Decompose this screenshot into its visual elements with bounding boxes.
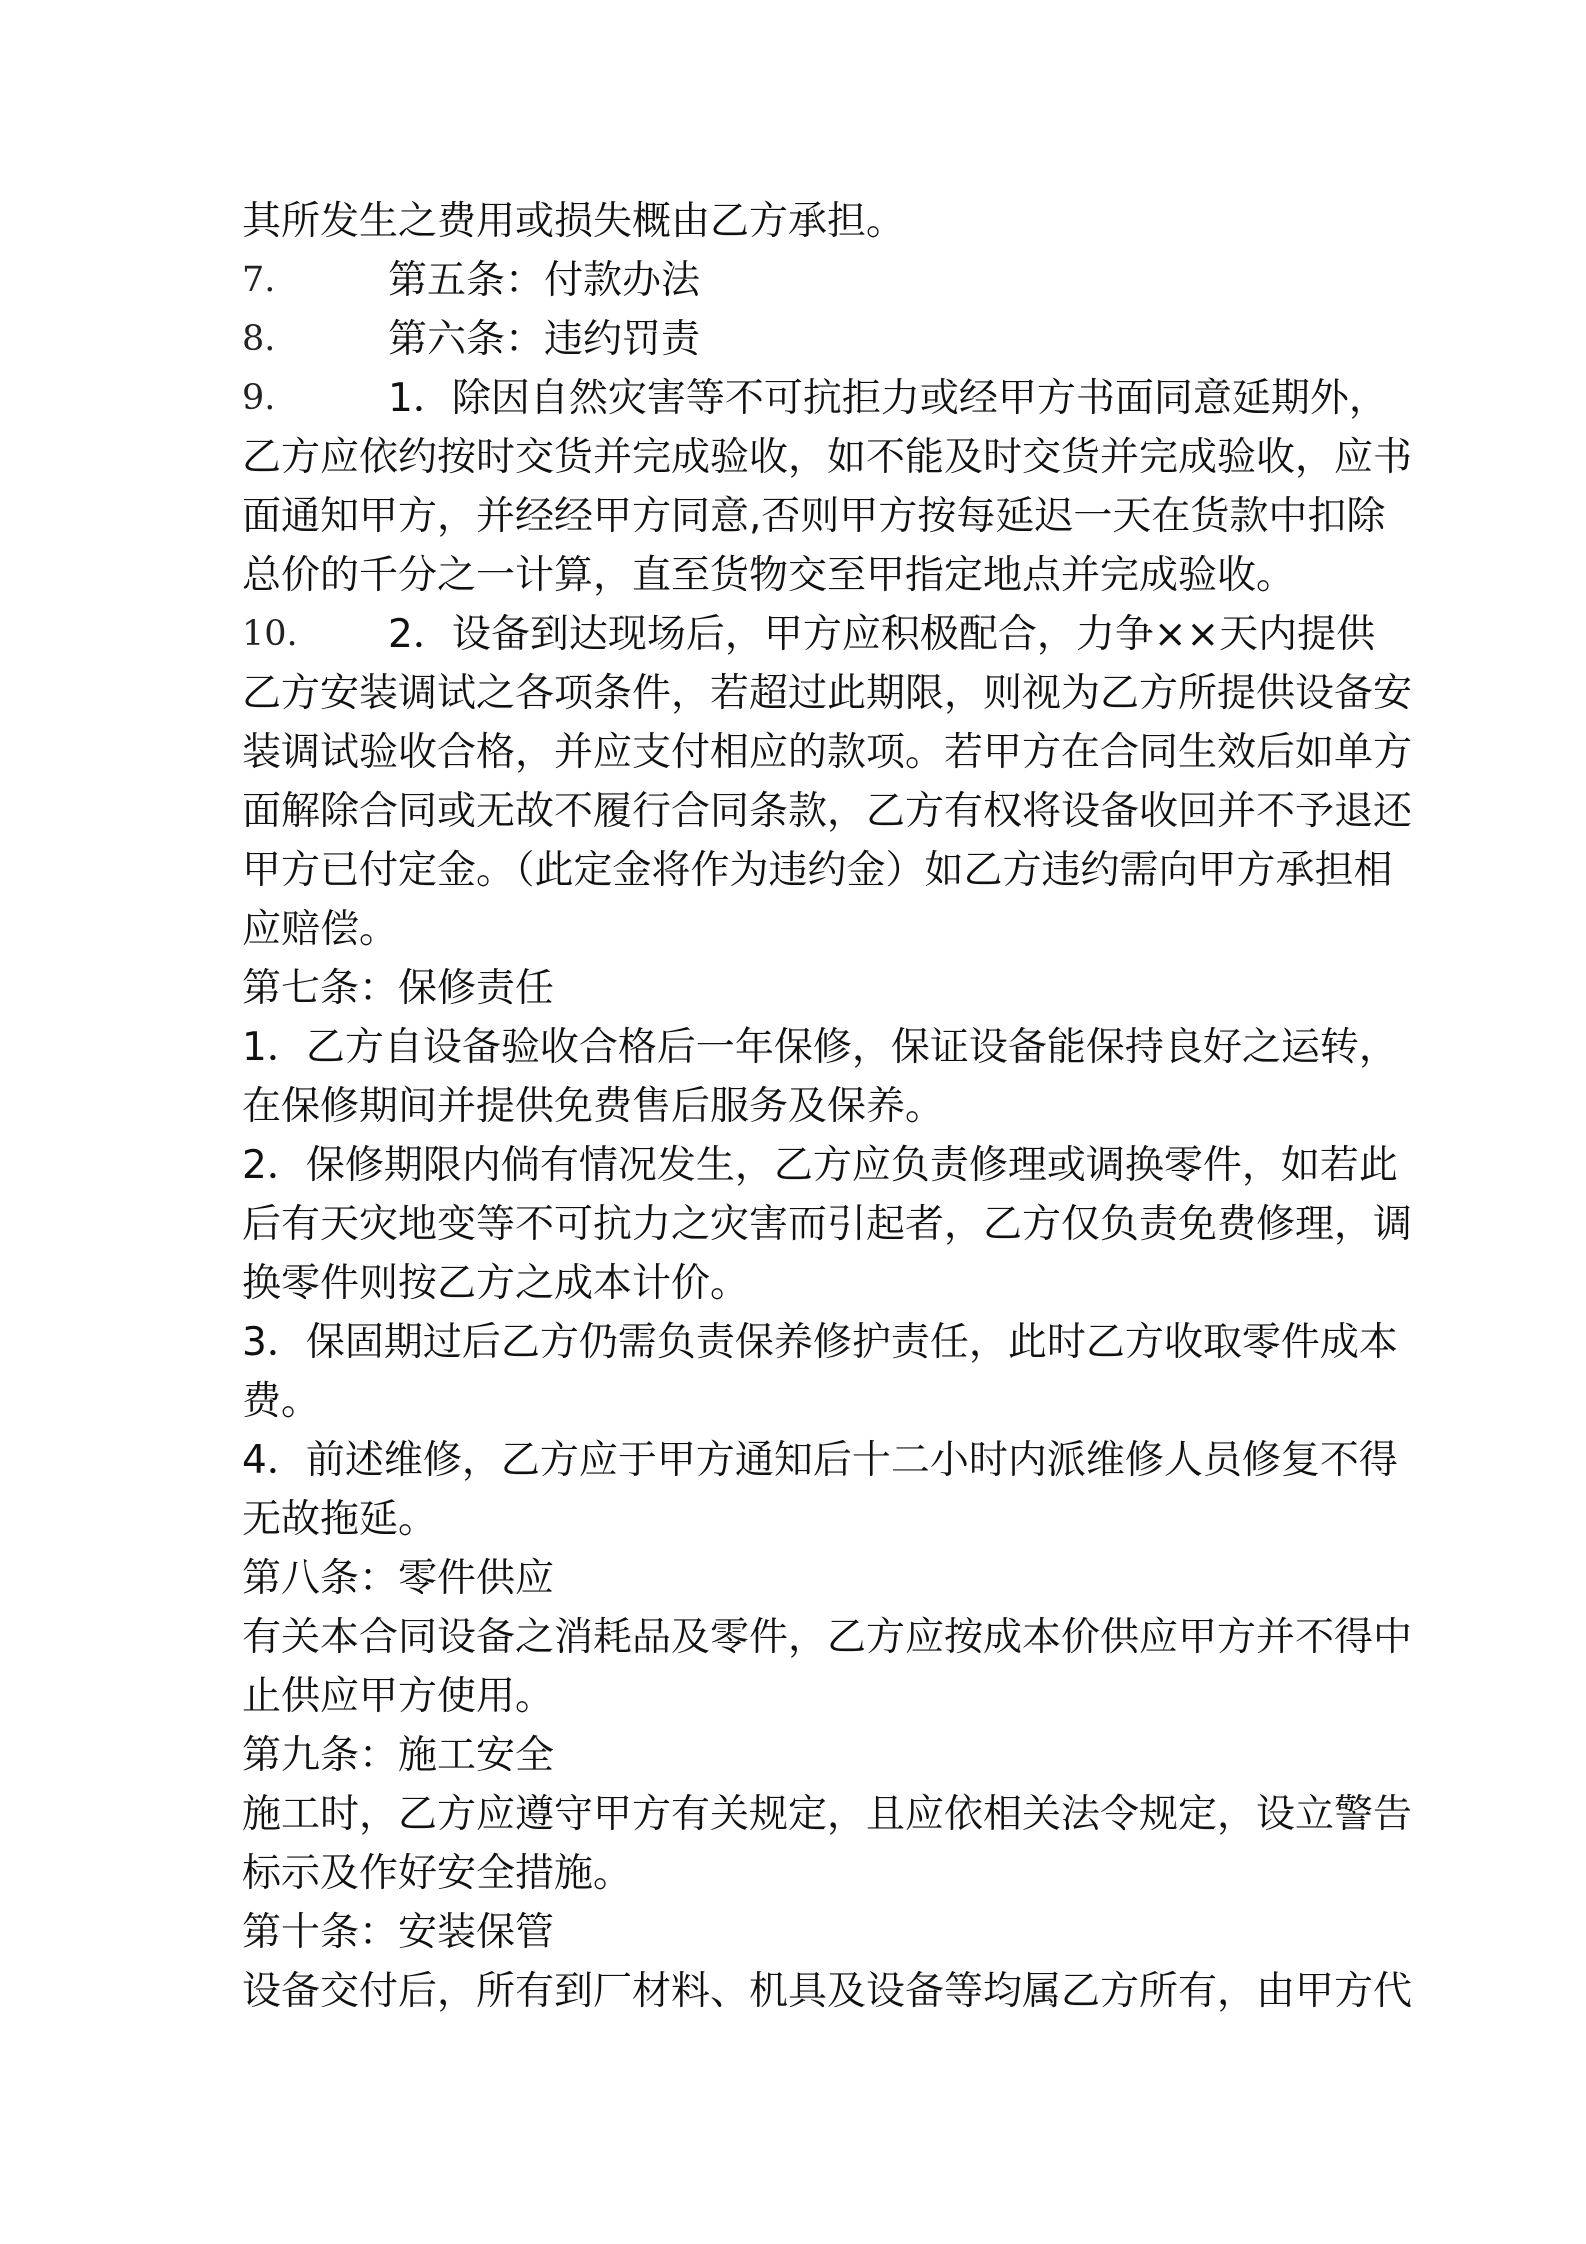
text-line: 止供应甲方使用。 bbox=[242, 1674, 555, 1719]
text-line: 在保修期间并提供免费售后服务及保养。 bbox=[242, 1084, 945, 1129]
numbered-line bbox=[242, 605, 1376, 664]
text-line: 应赔偿。 bbox=[242, 907, 399, 952]
line-text: 第五条：付款办法 bbox=[388, 258, 701, 303]
text-line: 无故拖延。 bbox=[242, 1497, 438, 1542]
text-line: 施工时，乙方应遵守甲方有关规定，且应依相关法令规定，设立警告 bbox=[242, 1792, 1413, 1837]
text-line: 设备交付后，所有到厂材料、机具及设备等均属乙方所有，由甲方代 bbox=[242, 1969, 1413, 2014]
text-line: 2．保修期限内倘有情况发生，乙方应负责修理或调换零件，如若此 bbox=[242, 1143, 1398, 1188]
text-line: 第七条：保修责任 bbox=[242, 966, 555, 1011]
text-line: 第十条：安装保管 bbox=[242, 1910, 555, 1955]
contract-text-body bbox=[242, 192, 1413, 2021]
text-line: 标示及作好安全措施。 bbox=[242, 1851, 633, 1896]
text-line: 总价的千分之一计算，直至货物交至甲指定地点并完成验收。 bbox=[242, 553, 1296, 598]
text-line: 乙方安装调试之各项条件，若超过此期限，则视为乙方所提供设备安 bbox=[242, 671, 1413, 716]
text-line: 其所发生之费用或损失概由乙方承担。 bbox=[242, 199, 906, 244]
line-number: 8. bbox=[242, 319, 276, 359]
line-text: 第六条：违约罚责 bbox=[388, 317, 701, 362]
numbered-line bbox=[242, 251, 1362, 310]
text-line: 第九条：施工安全 bbox=[242, 1733, 555, 1778]
text-line: 3．保固期过后乙方仍需负责保养修护责任，此时乙方收取零件成本 bbox=[242, 1320, 1398, 1365]
text-line: 1．乙方自设备验收合格后一年保修，保证设备能保持良好之运转， bbox=[242, 1025, 1398, 1070]
line-number: 9. bbox=[242, 378, 276, 418]
numbered-line bbox=[242, 310, 1362, 369]
text-line: 4．前述维修，乙方应于甲方通知后十二小时内派维修人员修复不得 bbox=[242, 1438, 1398, 1483]
text-line: 费。 bbox=[242, 1379, 321, 1424]
text-line: 换零件则按乙方之成本计价。 bbox=[242, 1261, 750, 1306]
text-line: 甲方已付定金。（此定金将作为违约金）如乙方违约需向甲方承担相 bbox=[242, 848, 1393, 893]
numbered-line bbox=[242, 369, 1388, 428]
text-line: 面通知甲方，并经经甲方同意,否则甲方按每延迟一天在货款中扣除 bbox=[242, 494, 1386, 539]
line-number: 7. bbox=[242, 260, 276, 300]
line-text: 2．设备到达现场后，甲方应积极配合，力争××天内提供 bbox=[388, 612, 1376, 657]
text-line: 有关本合同设备之消耗品及零件，乙方应按成本价供应甲方并不得中 bbox=[242, 1615, 1413, 1660]
text-line: 第八条：零件供应 bbox=[242, 1556, 555, 1601]
text-line: 装调试验收合格，并应支付相应的款项。若甲方在合同生效后如单方 bbox=[242, 730, 1413, 775]
text-line: 乙方应依约按时交货并完成验收，如不能及时交货并完成验收，应书 bbox=[242, 435, 1413, 480]
text-line: 后有天灾地变等不可抗力之灾害而引起者，乙方仅负责免费修理，调 bbox=[242, 1202, 1413, 1247]
line-text: 1．除因自然灾害等不可抗拒力或经甲方书面同意延期外， bbox=[388, 376, 1388, 421]
line-number: 10. bbox=[242, 614, 298, 654]
text-line: 面解除合同或无故不履行合同条款，乙方有权将设备收回并不予退还 bbox=[242, 789, 1413, 834]
